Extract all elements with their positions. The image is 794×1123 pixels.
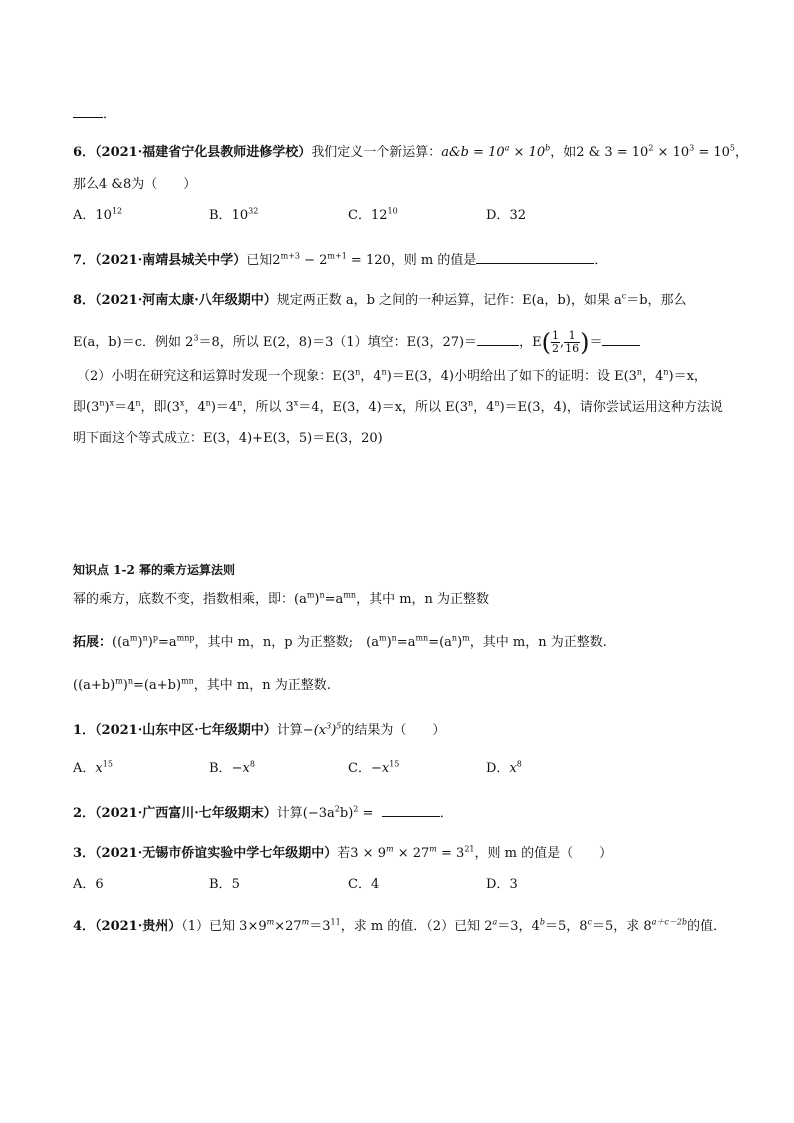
question-6-line-2: 那么4 &8为（ ） (73, 177, 197, 192)
practice-1: 1．（2021·山东中区·七年级期中）计算$-(x^3)^5$的结果为（ ） (73, 721, 446, 738)
question-number: 6． (73, 145, 96, 160)
question-source: （2021·山东中区·七年级期中） (95, 723, 277, 738)
answer-blank (477, 332, 519, 346)
practice-3: 3．（2021·无锡市侨谊实验中学七年级期中）若$3 \times 9^m \times 27^m = 3^{21}$，则 m 的值是（ ） (73, 844, 613, 861)
question-number: 8． (73, 293, 96, 308)
example-formula: 2 & $3 = 10^2 \times 10^3 = 10^5$ (576, 143, 736, 160)
p1-option-c: C．$-x^{15}$ (348, 759, 400, 776)
question-number: 3． (73, 846, 96, 861)
prev-answer-blank: ． (73, 104, 116, 124)
definition-formula: a&b = $10^a \times 10^b$ (441, 143, 551, 160)
practice-2: 2．（2021·广西富川·七年级期末）计算$(-3a^2b)^2$ = ． (73, 804, 453, 821)
practice-4: 4．（2021·贵州）（1）已知 $3\times 9^m\times 27^m=3^{11}$，求 m 的值．（2）已知 $2^a=3$，$4^b=5$，$8^c=5$，求 $8^{a+c-2b}$的值． (73, 917, 727, 934)
p1-option-d: D．$x^8$ (486, 759, 522, 776)
question-source: （2021·广西富川·七年级期末） (95, 806, 277, 821)
question-8-line-3: （2）小明在研究这和运算时发现一个现象：E(3$^n$，$4^n)=E(3$，4)小明给出了如下的证明：设 E(3$^n$，$4^n)=x$， (77, 367, 707, 384)
p1-option-b: B．$-x^8$ (209, 759, 255, 776)
knowledge-point-extension: 拓展：$((a^m)^n)^p=a^{mnp}$，其中 m，n，p 为正整数; $(a^m)^n=a^{mn}=(a^n)^m$，其中 m，n 为正整数. (73, 633, 607, 650)
question-number: 7． (73, 253, 96, 268)
question-source: （2021·福建省宁化县教师进修学校） (95, 145, 312, 160)
knowledge-point-title: 知识点 1-2 幂的乘方运算法则 (73, 563, 236, 577)
expression: $-(x^3)^5$ (302, 721, 342, 738)
q6-option-b: B．$10^{32}$ (209, 206, 259, 223)
p3-option-b: B．5 (209, 877, 240, 892)
p3-option-a: A．6 (73, 877, 104, 892)
expression: $(-3a^2b)^2$ = (302, 804, 374, 821)
question-6: 6．（2021·福建省宁化县教师进修学校）我们定义一个新运算：a&b = $10^a \times 10^b$，如2 & $3 = 10^2 \times 10^3 = 10^5$， (73, 143, 749, 160)
fraction: $\frac{1}{16}$ (565, 329, 580, 355)
equation: $2^{m+3} - 2^{m+1} = 120$ (272, 251, 391, 268)
q6-option-a: A．$10^{12}$ (73, 206, 123, 223)
question-8-line-5: 明下面这个等式成立：E(3，4)+E(3，5)＝E(3，20) (73, 431, 383, 446)
question-source: （2021·河南太康·八年级期中） (95, 293, 277, 308)
answer-blank (73, 104, 103, 118)
question-source: （2021·南靖县城关中学） (95, 253, 247, 268)
answer-blank (476, 250, 594, 264)
question-number: 4． (73, 919, 96, 934)
knowledge-point-rule: 幂的乘方，底数不变，指数相乘，即：$(a^m)^n=a^{mn}$，其中 m，n 为正整数 (73, 590, 490, 607)
q6-option-c: C．$12^{10}$ (348, 206, 398, 223)
question-source: （2021·无锡市侨谊实验中学七年级期中） (95, 846, 338, 861)
question-7: 7．（2021·南靖县城关中学）已知$2^{m+3} - 2^{m+1} = 120$，则 m 的值是 ． (73, 251, 608, 268)
p1-option-a: A．$x^{15}$ (73, 759, 113, 776)
answer-blank (602, 332, 640, 346)
equation: $3 \times 9^m \times 27^m = 3^{21}$ (350, 844, 475, 861)
q6-option-d: D．32 (486, 208, 526, 223)
question-number: 1． (73, 723, 96, 738)
p3-option-d: D．3 (486, 877, 518, 892)
knowledge-point-extension-2: $((a+b)^m)^n=(a+b)^{mn}$，其中 m，n 为正整数. (73, 676, 331, 693)
question-source: （2021·贵州） (95, 919, 182, 934)
question-number: 2． (73, 806, 96, 821)
question-8: 8．（2021·河南太康·八年级期中）规定两正数 a，b 之间的一种运算，记作：E(a，b)，如果 $a^c=b$，那么 (73, 291, 687, 308)
p3-option-c: C．4 (348, 877, 380, 892)
question-8-line-2: E(a，b)＝c．例如 $2^3=8$，所以 E(2，8)＝3（1）填空：E(3，27)＝ ，E( $\frac{1}{2}$ , $\frac{1}{16}$ )＝ (73, 330, 640, 355)
question-8-line-4: 即$(3^n)^x=4^n$，即(3$^x$，$4^n)=4^n$，所以 $3^x=4$，E(3，4)＝x，所以 E(3$^n$，$4^n)=E(3$，4)，请你尝试运用这种方法说 (73, 398, 723, 415)
fraction: $\frac{1}{2}$ (551, 329, 559, 355)
answer-blank (382, 803, 440, 817)
